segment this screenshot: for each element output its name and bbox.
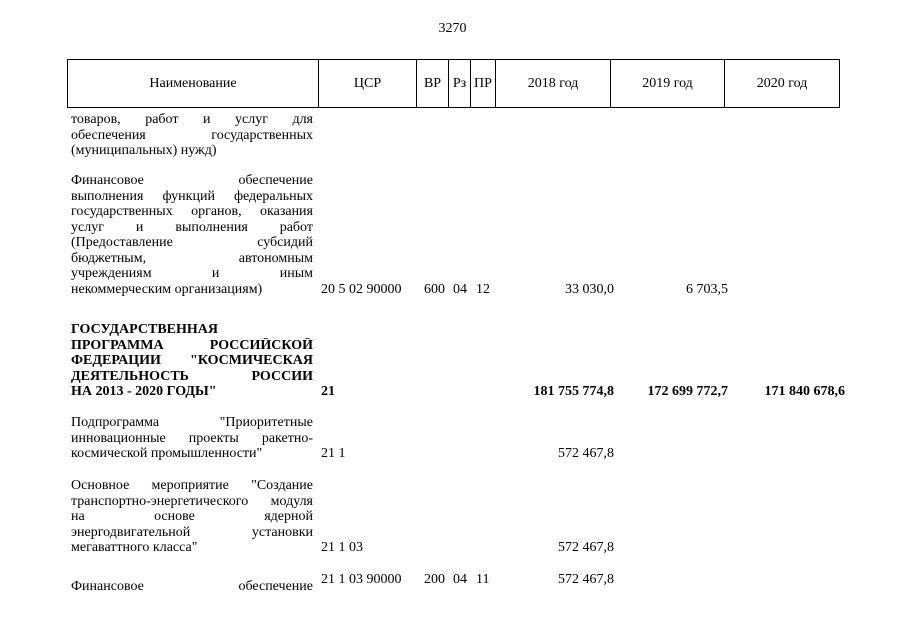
row-name [71, 478, 313, 556]
row-name-line: Основное мероприятие "Создание [71, 478, 313, 493]
row-2018: 572 467,8 [558, 540, 614, 555]
row-name-line: выполнения функций федеральных [71, 188, 313, 204]
row-2019: 172 699 772,7 [647, 384, 728, 399]
row-name [71, 112, 313, 159]
header-vr: ВР [417, 60, 449, 107]
header-2018: 2018 год [496, 60, 611, 107]
row-name-line: транспортно-энергетического модуля [71, 493, 313, 509]
header-name: Наименование [68, 60, 319, 107]
row-name-line: ПРОГРАММА РОССИЙСКОЙ [71, 337, 313, 353]
row-name [71, 415, 313, 462]
row-csr: 21 1 03 90000 [321, 572, 402, 587]
row-name-line: ГОСУДАРСТВЕННАЯ [71, 322, 218, 337]
row-vr: 600 [424, 281, 445, 297]
row-2018: 181 755 774,8 [533, 384, 614, 399]
row-name-line: ФЕДЕРАЦИИ "КОСМИЧЕСКАЯ [71, 353, 313, 368]
row-2018: 572 467,8 [558, 446, 614, 461]
row-name-line: космической промышленности" [71, 446, 263, 461]
row-name-line: ДЕЯТЕЛЬНОСТЬ РОССИИ [71, 368, 313, 384]
row-name-line: государственных органов, оказания [71, 204, 313, 219]
header-csr: ЦСР [319, 60, 417, 107]
row-name [71, 322, 313, 400]
row-name-line: товаров, работ и услуг для [71, 112, 313, 127]
row-name-line: некоммерческим организациям) [71, 281, 263, 297]
row-name-line: Финансовое обеспечение [71, 579, 313, 594]
row-name-line: Подпрограмма "Приоритетные [71, 415, 313, 430]
row-name-line: инновационные проекты ракетно- [71, 430, 313, 446]
row-name-line: бюджетным, автономным [71, 250, 313, 266]
row-2018: 33 030,0 [565, 281, 614, 297]
row-csr: 21 1 03 [321, 540, 363, 555]
table-header [67, 59, 840, 108]
row-name-line: (Предоставление субсидий [71, 235, 313, 250]
row-pr: 11 [476, 572, 490, 587]
row-name-line: (муниципальных) нужд) [71, 143, 217, 158]
header-2020: 2020 год [756, 75, 808, 91]
row-vr: 200 [424, 572, 445, 587]
page-number: 3270 [438, 21, 467, 36]
row-2019: 6 703,5 [686, 281, 728, 297]
row-name-line: на основе ядерной [71, 509, 313, 524]
header-rz: Рз [449, 60, 471, 107]
row-name-line: энергодвигательной установки [71, 524, 313, 540]
row-pr: 12 [476, 281, 490, 297]
row-name [71, 173, 313, 297]
row-csr: 20 5 02 90000 [321, 281, 402, 297]
row-rz: 04 [453, 281, 467, 297]
row-name-line: НА 2013 - 2020 ГОДЫ" [71, 384, 217, 399]
row-csr: 21 [321, 384, 335, 399]
row-name-line: Финансовое обеспечение [71, 173, 313, 188]
header-2019: 2019 год [611, 60, 725, 107]
row-name-line: учреждениям и иным [71, 266, 313, 281]
row-name-line: мегаваттного класса" [71, 540, 198, 555]
row-name [71, 579, 313, 595]
row-csr: 21 1 [321, 446, 346, 461]
row-name-line: услуг и выполнения работ [71, 219, 313, 235]
row-2020: 171 840 678,6 [764, 384, 845, 399]
header-pr: ПР [471, 60, 496, 107]
row-rz: 04 [453, 572, 467, 587]
row-2018: 572 467,8 [558, 572, 614, 587]
row-name-line: обеспечения государственных [71, 127, 313, 143]
